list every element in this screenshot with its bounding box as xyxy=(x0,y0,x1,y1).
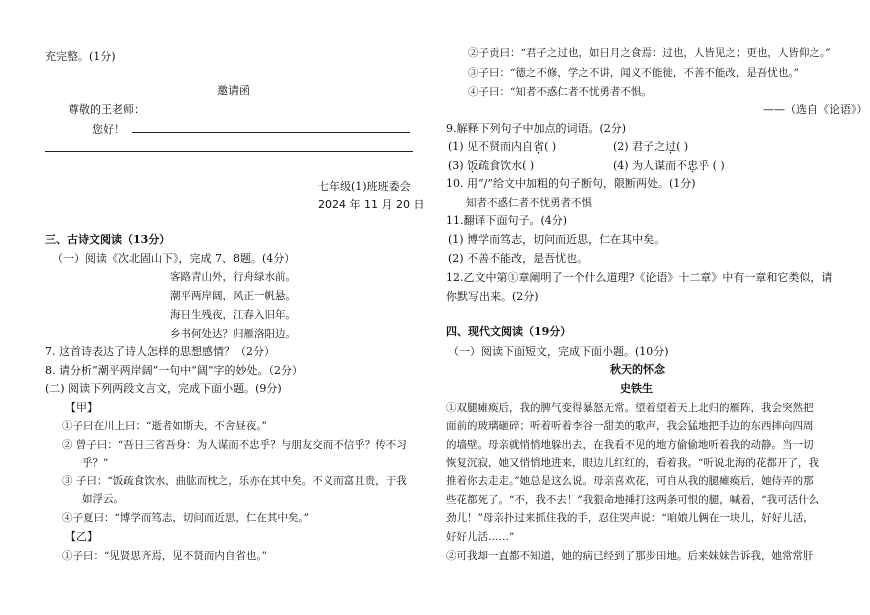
jia-item-2: ② 曾子曰：“吾日三省吾身：为人谋而不忠乎？与朋友交而不信乎？传不习 xyxy=(62,439,407,451)
answer-line xyxy=(45,151,413,152)
essay-line: 劲儿！”母亲扑过来抓住我的手，忍住哭声说：“咱娘儿俩在一块儿，好好儿活， xyxy=(446,512,814,524)
essay-title: 秋天的怀念 xyxy=(610,363,665,376)
question-12-cont: 你默写出来。(2分) xyxy=(446,290,539,303)
question-9: 9.解释下列句子中加点的词语。(2分) xyxy=(446,122,627,135)
essay-author: 史铁生 xyxy=(620,382,653,395)
q9-item-1: (1) 见不贤而内自省( ) xyxy=(448,140,557,153)
essay-line: 推着你去走走。”她总是这么说。母亲喜欢花，可自从我的腿瘫痪后，她侍弄的那 xyxy=(446,475,814,487)
classical-question-intro: (二) 阅读下列两段文言文，完成下面小题。(9分) xyxy=(45,382,282,395)
dotted-word: 饭 xyxy=(467,159,479,172)
poem-line: 乡书何处达？归雁洛阳边。 xyxy=(170,328,296,340)
left-column xyxy=(0,0,430,615)
dotted-word: 过 xyxy=(665,140,677,153)
jia-item-3: ③ 子曰：“饭疏食饮水，曲肱而枕之，乐亦在其中矣。不义而富且贵，于我 xyxy=(62,475,407,487)
question-7: 7. 这首诗表达了诗人怎样的思想感情？（2分） xyxy=(45,345,275,358)
answer-line xyxy=(132,132,410,133)
source-note: ——（选自《论语》） xyxy=(763,103,868,116)
essay-line: 面前的玻璃砸碎；听着听着李谷一甜美的歌声，我会猛地把手边的东西摔向四周 xyxy=(446,420,814,432)
dotted-word: 省 xyxy=(533,140,545,153)
jia-item-2-cont: 乎？” xyxy=(82,457,109,469)
passage-jia-label: 【甲】 xyxy=(65,401,98,414)
yi-item-1: ①子曰：“见贤思齐焉，见不贤而内自省也。” xyxy=(62,550,267,562)
invite-sign-date: 2024 年 11 月 20 日 xyxy=(318,198,425,211)
jia-item-3-cont: 如浮云。 xyxy=(82,493,124,505)
q9-item-2: (2) 君子之过( ) xyxy=(613,140,689,153)
essay-line: ①双腿瘫痪后，我的脾气变得暴怒无常。望着望着天上北归的雁阵，我会突然把 xyxy=(446,402,814,414)
poem-question-intro: （一）阅读《次北固山下》，完成 7、8题。(4分） xyxy=(52,252,296,265)
invite-greeting: 尊敬的王老师： xyxy=(68,103,145,116)
section-3-title: 三、古诗文阅读（13分） xyxy=(45,233,171,246)
poem-line: 潮平两岸阔，风正一帆悬。 xyxy=(170,290,296,302)
q11-item-1: (1) 博学而笃志，切问而近思，仁在其中矣。 xyxy=(448,233,666,246)
question-12: 12.乙文中第①章阐明了一个什么道理?《论语》十二章》中有一章和它类似，请 xyxy=(446,271,833,284)
question-11: 11.翻译下面句子。(4分) xyxy=(446,214,568,227)
prev-question-tail: 充完整。(1分) xyxy=(45,50,116,63)
right-column xyxy=(438,0,870,615)
yi-item-3: ③子曰：“德之不修，学之不讲，闻义不能徙，不善不能改，是吾忧也。” xyxy=(468,67,799,79)
q10-sentence: 知者不惑仁者不忧勇者不惧 xyxy=(466,197,592,209)
dotted-word: 忠 xyxy=(687,159,699,172)
question-8: 8. 请分析“潮平两岸阔”一句中“阔”字的妙处。（2分） xyxy=(45,364,303,377)
yi-item-4: ④子曰：“知者不惑仁者不忧勇者不惧。 xyxy=(468,86,652,98)
invite-sign-class: 七年级(1)班班委会 xyxy=(318,180,411,193)
q9-item-3: (3) 饭疏食饮水( ) xyxy=(448,159,535,172)
q11-item-2: (2) 不善不能改，是吾忧也。 xyxy=(448,252,589,265)
essay-line: 的墙壁。母亲就悄悄地躲出去，在我看不见的地方偷偷地听着我的动静。当一切 xyxy=(446,439,814,451)
reading-question-intro: （一）阅读下面短文，完成下面小题。(10分) xyxy=(448,345,669,358)
question-10: 10. 用“/”给文中加粗的句子断句，限断两处。(1分) xyxy=(446,177,696,190)
invite-title: 邀请函 xyxy=(217,84,250,97)
jia-item-4: ④子夏曰：“博学而笃志，切问而近思，仁在其中矣。” xyxy=(62,512,309,524)
essay-line: 好好儿活……” xyxy=(446,531,515,543)
yi-item-2: ②子贡曰：“君子之过也，如日月之食焉：过也，人皆见之；更也，人皆仰之。” xyxy=(468,47,831,59)
q9-item-4: (4) 为人谋而不忠乎 ( ) xyxy=(613,159,725,172)
poem-line: 海日生残夜，江春入旧年。 xyxy=(170,309,296,321)
invite-hello: 您好！ xyxy=(92,123,125,136)
poem-line: 客路青山外，行舟绿水前。 xyxy=(170,271,296,283)
passage-yi-label: 【乙】 xyxy=(65,530,98,543)
jia-item-1: ①子曰在川上曰：“逝者如斯夫，不舍昼夜。” xyxy=(62,420,267,432)
section-4-title: 四、现代文阅读（19分） xyxy=(446,325,572,338)
essay-line: ②可我却一直都不知道，她的病已经到了那步田地。后来妹妹告诉我，她常常肝 xyxy=(446,550,814,562)
essay-line: 恢复沉寂，她又悄悄地进来，眼边儿红红的，看着我。“听说北海的花都开了，我 xyxy=(446,457,819,469)
essay-line: 些花都死了。“不，我不去！”我狠命地捶打这两条可恨的腿，喊着，“我可活什么 xyxy=(446,494,820,506)
